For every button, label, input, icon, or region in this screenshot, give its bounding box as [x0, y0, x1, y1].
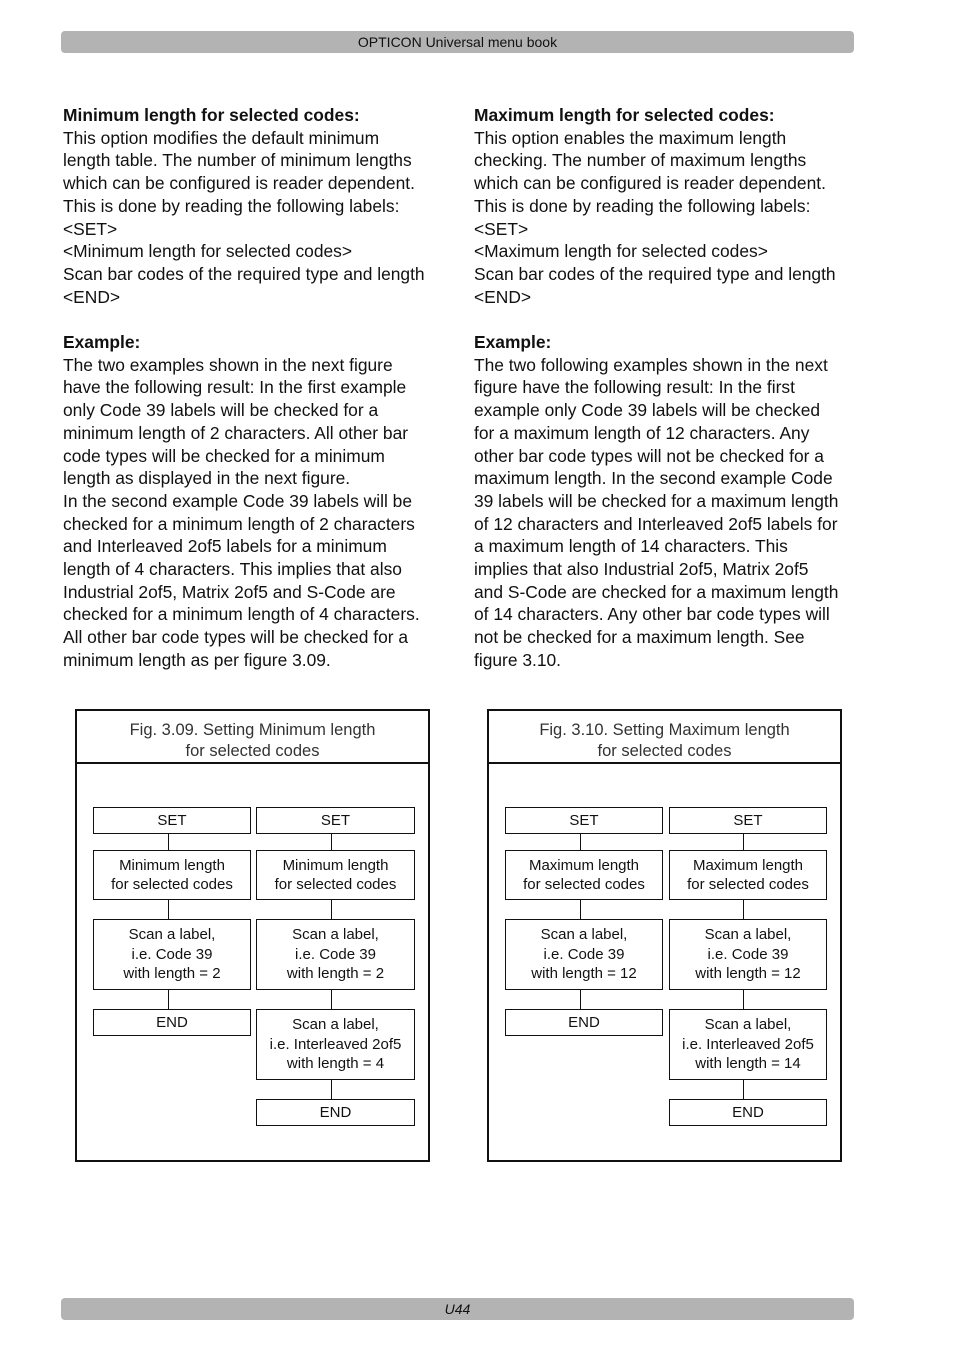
body-line: checking. The number of maximum lengths	[474, 150, 807, 171]
left-text-column	[63, 104, 448, 672]
flow-step-end: END	[669, 1099, 827, 1126]
example-line: Industrial 2of5, Matrix 2of5 and S-Code are	[63, 581, 396, 602]
example-line: example only Code 39 labels will be checked	[474, 400, 821, 421]
example-line: 39 labels will be checked for a maximum length	[474, 490, 839, 511]
flow-step-menu-label: Maximum length for selected codes	[669, 850, 827, 900]
flow-step-end: END	[93, 1009, 251, 1036]
example-line: In the second example Code 39 labels will be	[63, 490, 412, 511]
body-line: Scan bar codes of the required type and length	[474, 263, 836, 284]
example-line: All other bar code types will be checked for a	[63, 627, 409, 648]
section-heading-maximum: Maximum length for selected codes:	[474, 105, 775, 125]
flow-step-set: SET	[93, 807, 251, 834]
example-line: figure have the following result: In the first	[474, 377, 795, 398]
figure-3-09	[75, 709, 430, 1162]
body-line: which can be configured is reader dependent.	[474, 173, 826, 194]
example-line: checked for a minimum length of 2 characters	[63, 513, 415, 534]
body-line: This is done by reading the following labels:	[63, 195, 400, 216]
example-line: figure 3.10.	[474, 649, 562, 670]
example-line: a maximum length of 14 characters. This	[474, 536, 788, 557]
example-line: of 12 characters and Interleaved 2of5 labels for	[474, 513, 838, 534]
right-text-column	[474, 104, 859, 672]
example-line: minimum length as per figure 3.09.	[63, 649, 331, 670]
flow-step-set: SET	[669, 807, 827, 834]
body-line: This is done by reading the following labels:	[474, 195, 811, 216]
flow-step-scan-label: Scan a label, i.e. Interleaved 2of5 with length = 4	[256, 1009, 415, 1080]
book-title: OPTICON Universal menu book	[357, 34, 558, 50]
section-heading-minimum: Minimum length for selected codes:	[63, 105, 360, 125]
body-line: <Maximum length for selected codes>	[474, 241, 768, 262]
header-bar	[61, 31, 854, 53]
example-line: and S-Code are checked for a maximum length	[474, 581, 839, 602]
example-line: of 14 characters. Any other bar code types will	[474, 604, 830, 625]
example-line: The two following examples shown in the next	[474, 354, 828, 375]
example-line: length of 4 characters. This implies that also	[63, 559, 402, 580]
example-line: minimum length of 2 characters. All other bar	[63, 422, 409, 443]
page-number: U44	[444, 1301, 471, 1317]
figure-title: Fig. 3.10. Setting Maximum length for selected codes	[489, 711, 840, 764]
footer-bar	[61, 1298, 854, 1320]
example-heading: Example:	[63, 332, 141, 353]
flow-step-set: SET	[505, 807, 663, 834]
figure-title: Fig. 3.09. Setting Minimum length for selected codes	[77, 711, 428, 764]
body-line: Scan bar codes of the required type and length	[63, 263, 425, 284]
body-line: <END>	[474, 286, 532, 307]
flow-step-menu-label: Maximum length for selected codes	[505, 850, 663, 900]
example-line: only Code 39 labels will be checked for a	[63, 400, 379, 421]
flow-step-end: END	[505, 1009, 663, 1036]
flow-step-set: SET	[256, 807, 415, 834]
flow-step-scan-label: Scan a label, i.e. Code 39 with length = 12	[505, 919, 663, 990]
example-line: and Interleaved 2of5 labels for a minimum	[63, 536, 387, 557]
body-line: which can be configured is reader dependent.	[63, 173, 415, 194]
example-heading: Example:	[474, 332, 552, 353]
example-line: for a maximum length of 12 characters. Any	[474, 422, 810, 443]
body-line: length table. The number of minimum lengths	[63, 150, 412, 171]
flow-step-scan-label: Scan a label, i.e. Interleaved 2of5 with length = 14	[669, 1009, 827, 1080]
body-line: <END>	[63, 286, 121, 307]
example-line: not be checked for a maximum length. See	[474, 627, 805, 648]
example-line: maximum length. In the second example Code	[474, 468, 833, 489]
figure-3-10	[487, 709, 842, 1162]
flow-step-menu-label: Minimum length for selected codes	[256, 850, 415, 900]
example-line: implies that also Industrial 2of5, Matrix 2of5	[474, 559, 809, 580]
body-line: This option modifies the default minimum	[63, 127, 380, 148]
body-line: <SET>	[63, 218, 118, 239]
example-line: code types will be checked for a minimum	[63, 445, 385, 466]
body-line: <Minimum length for selected codes>	[63, 241, 353, 262]
body-line: This option enables the maximum length	[474, 127, 787, 148]
flow-step-scan-label: Scan a label, i.e. Code 39 with length = 12	[669, 919, 827, 990]
example-line: The two examples shown in the next figure	[63, 354, 393, 375]
example-line: have the following result: In the first example	[63, 377, 407, 398]
flow-step-menu-label: Minimum length for selected codes	[93, 850, 251, 900]
flow-step-scan-label: Scan a label, i.e. Code 39 with length = 2	[256, 919, 415, 990]
body-line: <SET>	[474, 218, 529, 239]
flow-step-end: END	[256, 1099, 415, 1126]
example-line: checked for a minimum length of 4 characters.	[63, 604, 420, 625]
example-line: other bar code types will not be checked for a	[474, 445, 824, 466]
example-line: length as displayed in the next figure.	[63, 468, 351, 489]
flow-step-scan-label: Scan a label, i.e. Code 39 with length = 2	[93, 919, 251, 990]
